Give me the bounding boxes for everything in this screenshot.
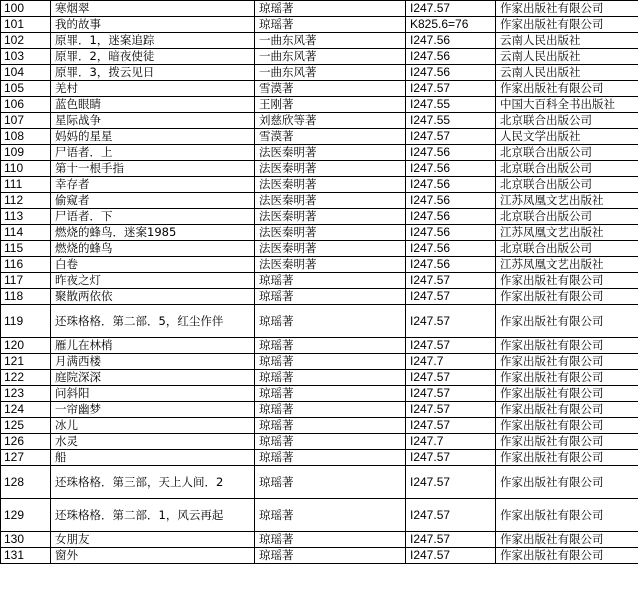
table-row [1,305,638,338]
row-number-cell[interactable]: 112 [1,193,51,209]
author-cell[interactable]: 琼瑶著 [255,418,406,434]
publisher-cell[interactable]: 云南人民出版社 [496,65,638,81]
row-number-cell[interactable]: 119 [1,305,51,338]
row-number-cell[interactable]: 117 [1,273,51,289]
classification-code-cell[interactable]: I247.7 [406,354,496,370]
author-cell[interactable]: 王刚著 [255,97,406,113]
publisher-cell[interactable]: 作家出版社有限公司 [496,466,638,499]
table-row [1,402,638,418]
author-cell[interactable]: 法医秦明著 [255,225,406,241]
table-row [1,450,638,466]
author-cell[interactable]: 雪漠著 [255,81,406,97]
row-number-cell[interactable]: 131 [1,548,51,564]
publisher-cell[interactable]: 作家出版社有限公司 [496,289,638,305]
publisher-cell[interactable]: 北京联合出版公司 [496,241,638,257]
author-cell[interactable]: 一曲东风著 [255,65,406,81]
title-cell[interactable]: 燃烧的蜂鸟 [51,241,255,257]
publisher-cell[interactable]: 作家出版社有限公司 [496,1,638,17]
classification-code-cell[interactable]: I247.56 [406,145,496,161]
publisher-cell[interactable]: 作家出版社有限公司 [496,370,638,386]
publisher-cell[interactable]: 北京联合出版公司 [496,113,638,129]
author-cell[interactable]: 琼瑶著 [255,386,406,402]
row-number-cell[interactable]: 114 [1,225,51,241]
table-row [1,386,638,402]
row-number-cell[interactable]: 123 [1,386,51,402]
table-row [1,209,638,225]
publisher-cell[interactable]: 作家出版社有限公司 [496,338,638,354]
title-cell[interactable]: 还珠格格．第二部．1，风云再起 [51,499,255,532]
publisher-cell[interactable]: 作家出版社有限公司 [496,354,638,370]
classification-code-cell[interactable]: I247.55 [406,113,496,129]
title-cell[interactable]: 蓝色眼睛 [51,97,255,113]
row-number-cell[interactable]: 126 [1,434,51,450]
row-number-cell[interactable]: 106 [1,97,51,113]
row-number-cell[interactable]: 127 [1,450,51,466]
classification-code-cell[interactable]: I247.56 [406,49,496,65]
title-cell[interactable]: 尸语者．上 [51,145,255,161]
publisher-cell[interactable]: 北京联合出版公司 [496,161,638,177]
title-cell[interactable]: 偷窥者 [51,193,255,209]
classification-code-cell[interactable]: I247.57 [406,81,496,97]
classification-code-cell[interactable]: I247.56 [406,225,496,241]
row-number-cell[interactable]: 109 [1,145,51,161]
classification-code-cell[interactable]: K825.6=76 [406,17,496,33]
table-row [1,161,638,177]
classification-code-cell[interactable]: I247.57 [406,450,496,466]
classification-code-cell[interactable]: I247.57 [406,370,496,386]
title-cell[interactable]: 庭院深深 [51,370,255,386]
publisher-cell[interactable]: 北京联合出版公司 [496,209,638,225]
row-number-cell[interactable]: 116 [1,257,51,273]
title-cell[interactable]: 星际战争 [51,113,255,129]
table-row [1,113,638,129]
table-row [1,273,638,289]
classification-code-cell[interactable]: I247.57 [406,466,496,499]
author-cell[interactable]: 法医秦明著 [255,241,406,257]
author-cell[interactable]: 琼瑶著 [255,1,406,17]
title-cell[interactable]: 还珠格格．第二部．5，红尘作伴 [51,305,255,338]
table-row [1,177,638,193]
table-row [1,193,638,209]
publisher-cell[interactable]: 作家出版社有限公司 [496,532,638,548]
table-body [1,1,638,564]
table-row [1,370,638,386]
title-cell[interactable]: 一帘幽梦 [51,402,255,418]
classification-code-cell[interactable]: I247.56 [406,209,496,225]
classification-code-cell[interactable]: I247.57 [406,386,496,402]
classification-code-cell[interactable]: I247.57 [406,402,496,418]
author-cell[interactable]: 琼瑶著 [255,499,406,532]
title-cell[interactable]: 第十一根手指 [51,161,255,177]
publisher-cell[interactable]: 作家出版社有限公司 [496,81,638,97]
title-cell[interactable]: 燃烧的蜂鸟．迷案1985 [51,225,255,241]
classification-code-cell[interactable]: I247.57 [406,338,496,354]
publisher-cell[interactable]: 北京联合出版公司 [496,145,638,161]
row-number-cell[interactable]: 120 [1,338,51,354]
table-row [1,49,638,65]
publisher-cell[interactable]: 作家出版社有限公司 [496,499,638,532]
row-number-cell[interactable]: 108 [1,129,51,145]
row-number-cell[interactable]: 124 [1,402,51,418]
title-cell[interactable]: 昨夜之灯 [51,273,255,289]
table-row [1,1,638,17]
row-number-cell[interactable]: 128 [1,466,51,499]
table-row [1,225,638,241]
author-cell[interactable]: 琼瑶著 [255,17,406,33]
title-cell[interactable]: 窗外 [51,548,255,564]
table-row [1,241,638,257]
publisher-cell[interactable]: 作家出版社有限公司 [496,305,638,338]
title-cell[interactable]: 尸语者．下 [51,209,255,225]
title-cell[interactable]: 水灵 [51,434,255,450]
title-cell[interactable]: 原罪．1，迷案追踪 [51,33,255,49]
table-row [1,65,638,81]
author-cell[interactable]: 法医秦明著 [255,145,406,161]
publisher-cell[interactable]: 作家出版社有限公司 [496,548,638,564]
classification-code-cell[interactable]: I247.57 [406,532,496,548]
row-number-cell[interactable]: 101 [1,17,51,33]
author-cell[interactable]: 琼瑶著 [255,289,406,305]
publisher-cell[interactable]: 人民文学出版社 [496,129,638,145]
publisher-cell[interactable]: 云南人民出版社 [496,33,638,49]
title-cell[interactable]: 还珠格格．第三部，天上人间．2 [51,466,255,499]
author-cell[interactable]: 琼瑶著 [255,338,406,354]
classification-code-cell[interactable]: I247.56 [406,177,496,193]
classification-code-cell[interactable]: I247.7 [406,434,496,450]
author-cell[interactable]: 琼瑶著 [255,370,406,386]
title-cell[interactable]: 原罪．2，暗夜使徒 [51,49,255,65]
title-cell[interactable]: 雁儿在林梢 [51,338,255,354]
title-cell[interactable]: 妈妈的星星 [51,129,255,145]
table-row [1,289,638,305]
classification-code-cell[interactable]: I247.56 [406,161,496,177]
title-cell[interactable]: 原罪．3，拨云见日 [51,65,255,81]
row-number-cell[interactable]: 111 [1,177,51,193]
author-cell[interactable]: 琼瑶著 [255,402,406,418]
classification-code-cell[interactable]: I247.57 [406,289,496,305]
table-row [1,499,638,532]
classification-code-cell[interactable]: I247.56 [406,257,496,273]
classification-code-cell[interactable]: I247.57 [406,1,496,17]
title-cell[interactable]: 幸存者 [51,177,255,193]
classification-code-cell[interactable]: I247.57 [406,129,496,145]
row-number-cell[interactable]: 129 [1,499,51,532]
title-cell[interactable]: 问斜阳 [51,386,255,402]
classification-code-cell[interactable]: I247.55 [406,97,496,113]
publisher-cell[interactable]: 作家出版社有限公司 [496,17,638,33]
publisher-cell[interactable]: 中国大百科全书出版社 [496,97,638,113]
table-row [1,81,638,97]
publisher-cell[interactable]: 江苏凤凰文艺出版社 [496,193,638,209]
author-cell[interactable]: 法医秦明著 [255,161,406,177]
publisher-cell[interactable]: 江苏凤凰文艺出版社 [496,257,638,273]
author-cell[interactable]: 琼瑶著 [255,532,406,548]
classification-code-cell[interactable]: I247.57 [406,273,496,289]
author-cell[interactable]: 法医秦明著 [255,209,406,225]
author-cell[interactable]: 琼瑶著 [255,450,406,466]
author-cell[interactable]: 琼瑶著 [255,305,406,338]
table-row [1,257,638,273]
publisher-cell[interactable]: 云南人民出版社 [496,49,638,65]
author-cell[interactable]: 琼瑶著 [255,466,406,499]
title-cell[interactable]: 聚散两依依 [51,289,255,305]
publisher-cell[interactable]: 作家出版社有限公司 [496,273,638,289]
classification-code-cell[interactable]: I247.57 [406,499,496,532]
table-row [1,97,638,113]
row-number-cell[interactable]: 100 [1,1,51,17]
row-number-cell[interactable]: 113 [1,209,51,225]
classification-code-cell[interactable]: I247.57 [406,418,496,434]
title-cell[interactable]: 女朋友 [51,532,255,548]
publisher-cell[interactable]: 作家出版社有限公司 [496,418,638,434]
row-number-cell[interactable]: 110 [1,161,51,177]
classification-code-cell[interactable]: I247.56 [406,193,496,209]
classification-code-cell[interactable]: I247.56 [406,33,496,49]
table-row [1,434,638,450]
author-cell[interactable]: 一曲东风著 [255,49,406,65]
publisher-cell[interactable]: 作家出版社有限公司 [496,434,638,450]
author-cell[interactable]: 琼瑶著 [255,548,406,564]
publisher-cell[interactable]: 江苏凤凰文艺出版社 [496,225,638,241]
table-row [1,466,638,499]
author-cell[interactable]: 琼瑶著 [255,434,406,450]
author-cell[interactable]: 法医秦明著 [255,193,406,209]
table-row [1,129,638,145]
table-row [1,418,638,434]
author-cell[interactable]: 雪漠著 [255,129,406,145]
publisher-cell[interactable]: 北京联合出版公司 [496,177,638,193]
classification-code-cell[interactable]: I247.57 [406,305,496,338]
author-cell[interactable]: 法医秦明著 [255,177,406,193]
title-cell[interactable]: 月满西楼 [51,354,255,370]
row-number-cell[interactable]: 104 [1,65,51,81]
publisher-cell[interactable]: 作家出版社有限公司 [496,402,638,418]
row-number-cell[interactable]: 103 [1,49,51,65]
row-number-cell[interactable]: 115 [1,241,51,257]
row-number-cell[interactable]: 122 [1,370,51,386]
table-row [1,338,638,354]
row-number-cell[interactable]: 105 [1,81,51,97]
author-cell[interactable]: 刘慈欣等著 [255,113,406,129]
table-row [1,354,638,370]
classification-code-cell[interactable]: I247.57 [406,548,496,564]
row-number-cell[interactable]: 121 [1,354,51,370]
row-number-cell[interactable]: 125 [1,418,51,434]
title-cell[interactable]: 羌村 [51,81,255,97]
table-row [1,548,638,564]
table-row [1,145,638,161]
table-row [1,532,638,548]
title-cell[interactable]: 白卷 [51,257,255,273]
classification-code-cell[interactable]: I247.56 [406,241,496,257]
row-number-cell[interactable]: 102 [1,33,51,49]
author-cell[interactable]: 琼瑶著 [255,354,406,370]
publisher-cell[interactable]: 作家出版社有限公司 [496,450,638,466]
author-cell[interactable]: 琼瑶著 [255,273,406,289]
author-cell[interactable]: 一曲东风著 [255,33,406,49]
classification-code-cell[interactable]: I247.56 [406,65,496,81]
table-row [1,17,638,33]
table-row [1,33,638,49]
row-number-cell[interactable]: 130 [1,532,51,548]
title-cell[interactable]: 我的故事 [51,17,255,33]
publisher-cell[interactable]: 作家出版社有限公司 [496,386,638,402]
row-number-cell[interactable]: 118 [1,289,51,305]
author-cell[interactable]: 法医秦明著 [255,257,406,273]
title-cell[interactable]: 船 [51,450,255,466]
title-cell[interactable]: 冰儿 [51,418,255,434]
row-number-cell[interactable]: 107 [1,113,51,129]
title-cell[interactable]: 寒烟翠 [51,1,255,17]
